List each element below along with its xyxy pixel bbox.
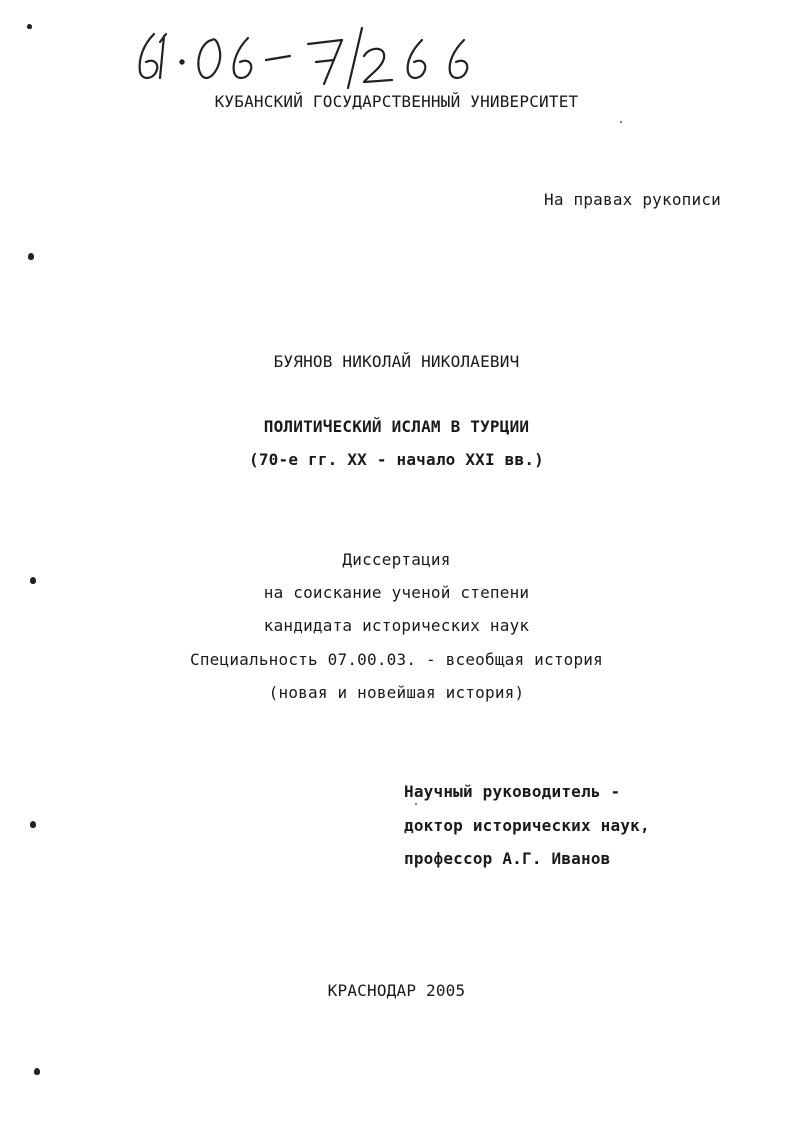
supervisor-degree: доктор исторических наук, — [404, 816, 650, 835]
scan-mark — [28, 253, 34, 260]
scan-speck — [415, 803, 417, 805]
dissertation-title: ПОЛИТИЧЕСКИЙ ИСЛАМ В ТУРЦИИ — [263, 417, 530, 436]
scan-speck — [620, 121, 622, 123]
rights-note: На правах рукописи — [544, 190, 721, 209]
handwritten-shelfmark — [130, 22, 490, 92]
specialty-line: Специальность 07.00.03. - всеобщая история — [190, 650, 603, 669]
degree-field: кандидата исторических наук — [263, 616, 530, 635]
university-name: КУБАНСКИЙ ГОСУДАРСТВЕННЫЙ УНИВЕРСИТЕТ — [214, 92, 579, 111]
specialty-note: (новая и новейшая история) — [268, 683, 525, 702]
dissertation-label: Диссертация — [342, 550, 451, 569]
scan-mark — [34, 1068, 40, 1075]
dissertation-subtitle: (70-е гг. XX - начало XXI вв.) — [249, 450, 544, 469]
shelfmark-drawing — [130, 22, 490, 92]
degree-line: на соискание ученой степени — [263, 583, 530, 602]
scan-mark — [30, 821, 36, 828]
supervisor-label: Научный руководитель - — [404, 782, 621, 801]
author-name: БУЯНОВ НИКОЛАЙ НИКОЛАЕВИЧ — [273, 352, 520, 371]
city-year: КРАСНОДАР 2005 — [327, 981, 466, 1000]
scan-mark — [27, 24, 32, 29]
scan-mark — [30, 577, 36, 584]
supervisor-name: профессор А.Г. Иванов — [404, 849, 611, 868]
